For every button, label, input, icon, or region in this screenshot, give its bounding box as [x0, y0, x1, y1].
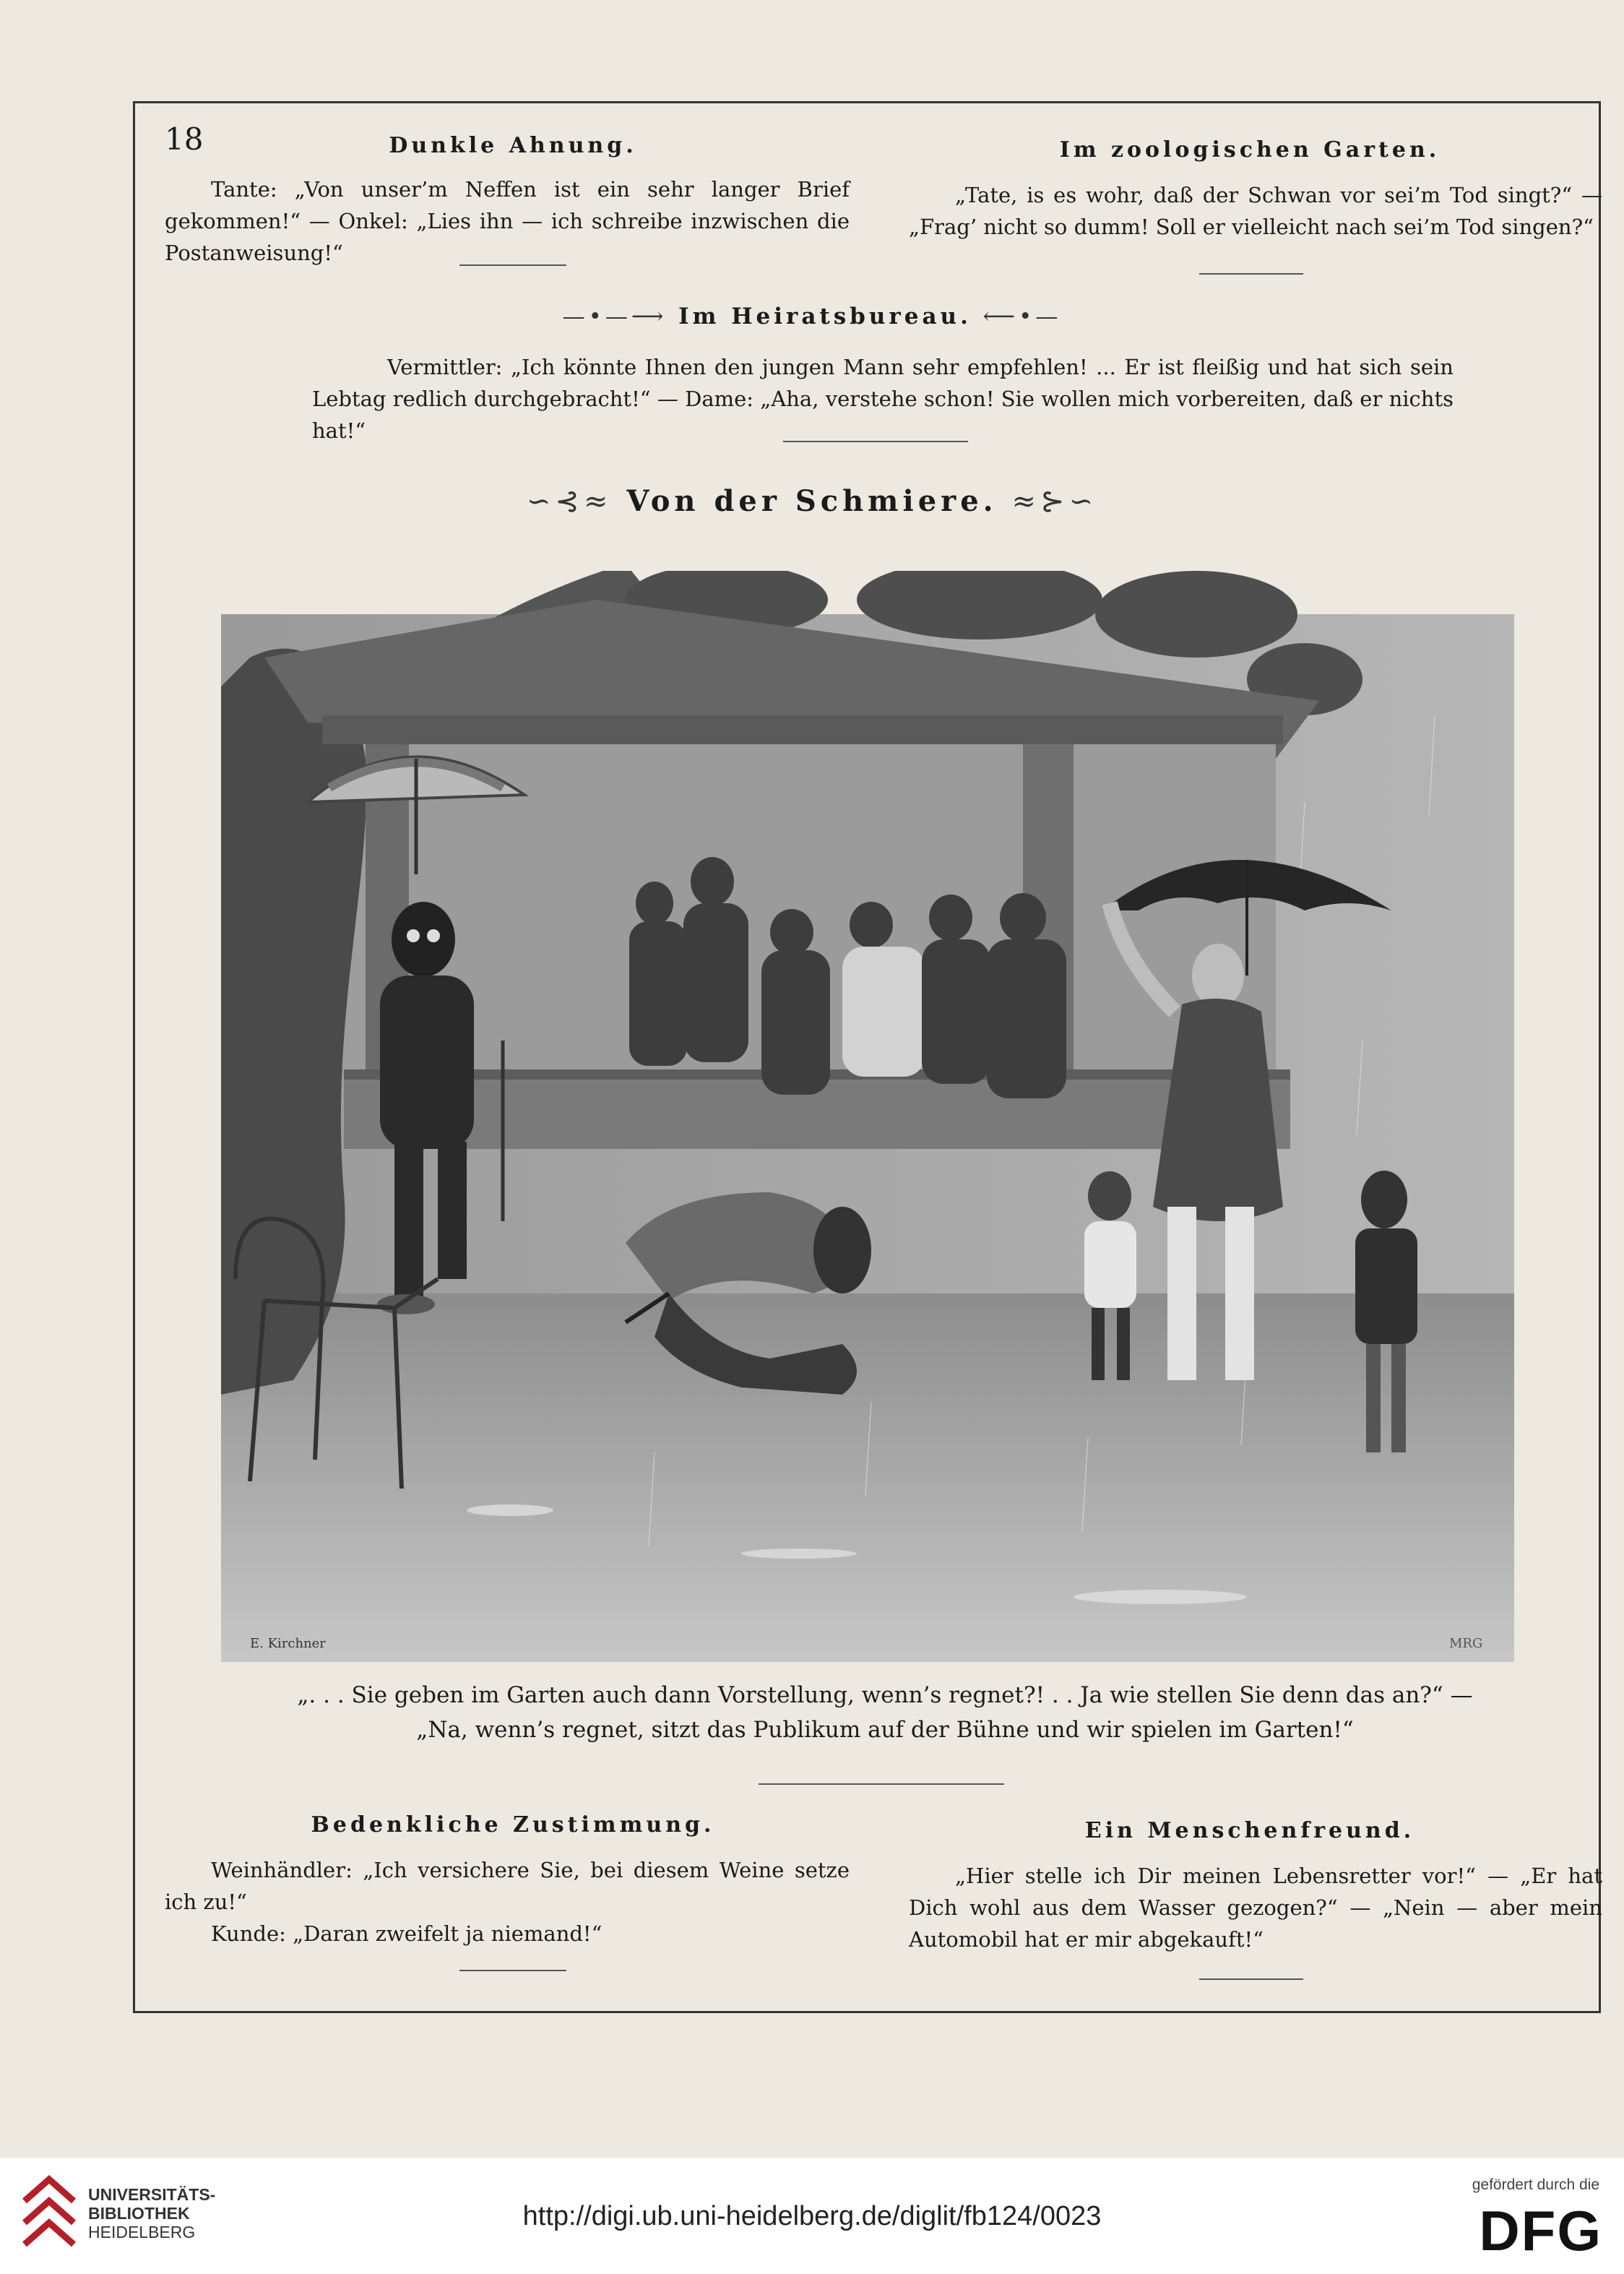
illustration-caption	[195, 1678, 1575, 1747]
paragraph: „Hier stelle ich Dir meinen Lebensretter vor!“ — „Er hat Dich wohl aus dem Wasser gezogen?“ — „Nein — aber mein Automobil hat er mir abgekauft!“	[909, 1864, 1602, 1952]
institution-line-2: BIBLIOTHEK	[88, 2204, 190, 2223]
title-schmiere-text: Von der Schmiere.	[626, 484, 998, 518]
divider	[459, 1970, 566, 1971]
title-heiratsbureau	[0, 303, 1624, 330]
text-dunkle-ahnung	[165, 173, 850, 269]
title-bedenkliche-zustimmung: Bedenkliche Zustimmung.	[311, 1812, 715, 1838]
artist-signature: E. Kirchner	[250, 1636, 326, 1651]
dfg-logo: DFG	[1479, 2199, 1602, 2262]
permalink-url[interactable]: http://digi.ub.uni-heidelberg.de/diglit/fb124/0023	[522, 2201, 1102, 2231]
divider	[459, 264, 566, 266]
text-zoologischen-garten	[909, 179, 1602, 243]
institution-line-3: HEIDELBERG	[88, 2223, 196, 2241]
ornament-left: ∽⊰≈	[526, 485, 613, 518]
divider	[1199, 1978, 1303, 1980]
title-von-der-schmiere	[0, 484, 1624, 518]
title-dunkle-ahnung: Dunkle Ahnung.	[389, 133, 637, 158]
roof-beam	[322, 715, 1283, 744]
caption-line-1: „. . . Sie geben im Garten auch dann Vorstellung, wenn’s regnet?! . . Ja wie stellen Sie denn das an?“ —	[297, 1682, 1473, 1708]
header-rule-left	[133, 101, 889, 103]
divider	[1199, 273, 1303, 275]
paragraph: Vermittler: „Ich könnte Ihnen den jungen Mann sehr empfehlen! ... Er ist fleißig und hat sich sein Lebtag redlich durchgebracht!“ — Dame: „Aha, verstehe schon! Sie wollen mich vorbereiten, daß er nichts hat!“	[312, 355, 1454, 443]
divider	[783, 441, 968, 442]
ornament-left: —•—⟶	[562, 303, 668, 330]
divider	[759, 1783, 1004, 1785]
paragraph: „Tate, is es wohr, daß der Schwan vor sei’m Tod singt?“ — „Frag’ nicht so dumm! Soll er vielleicht nach sei’m Tod singen?“	[909, 183, 1602, 239]
digitization-footer	[0, 2158, 1624, 2274]
paragraph: Weinhändler: „Ich versichere Sie, bei diesem Weine setze ich zu!“	[165, 1858, 850, 1914]
ornament-right: ⟵•—	[982, 303, 1062, 330]
page-number: 18	[165, 121, 204, 157]
text-menschenfreund	[909, 1860, 1602, 1955]
title-menschenfreund: Ein Menschenfreund.	[1084, 1818, 1415, 1843]
illustration-rain-theater	[221, 571, 1514, 1662]
funded-by-label: gefördert durch die	[1472, 2176, 1599, 2193]
text-bedenkliche-zustimmung	[165, 1854, 850, 1950]
title-heiratsbureau-text: Im Heiratsbureau.	[678, 303, 972, 330]
monogram: MRG	[1449, 1636, 1483, 1651]
paragraph: Kunde: „Daran zweifelt ja niemand!“	[211, 1921, 602, 1946]
header-rule-right	[893, 101, 1601, 103]
paragraph: Tante: „Von unser’m Neffen ist ein sehr langer Brief gekommen!“ — Onkel: „Lies ihn — ich schreibe inzwischen die Postanweisung!“	[165, 177, 850, 265]
caption-line-2: „Na, wenn’s regnet, sitzt das Publikum auf der Bühne und wir spielen im Garten!“	[416, 1717, 1354, 1743]
title-zoologischen-garten: Im zoologischen Garten.	[1059, 137, 1441, 163]
ornament-right: ≈⊱∽	[1011, 485, 1098, 518]
text-heiratsbureau	[312, 351, 1454, 447]
institution-line-1: UNIVERSITÄTS-	[88, 2185, 216, 2204]
